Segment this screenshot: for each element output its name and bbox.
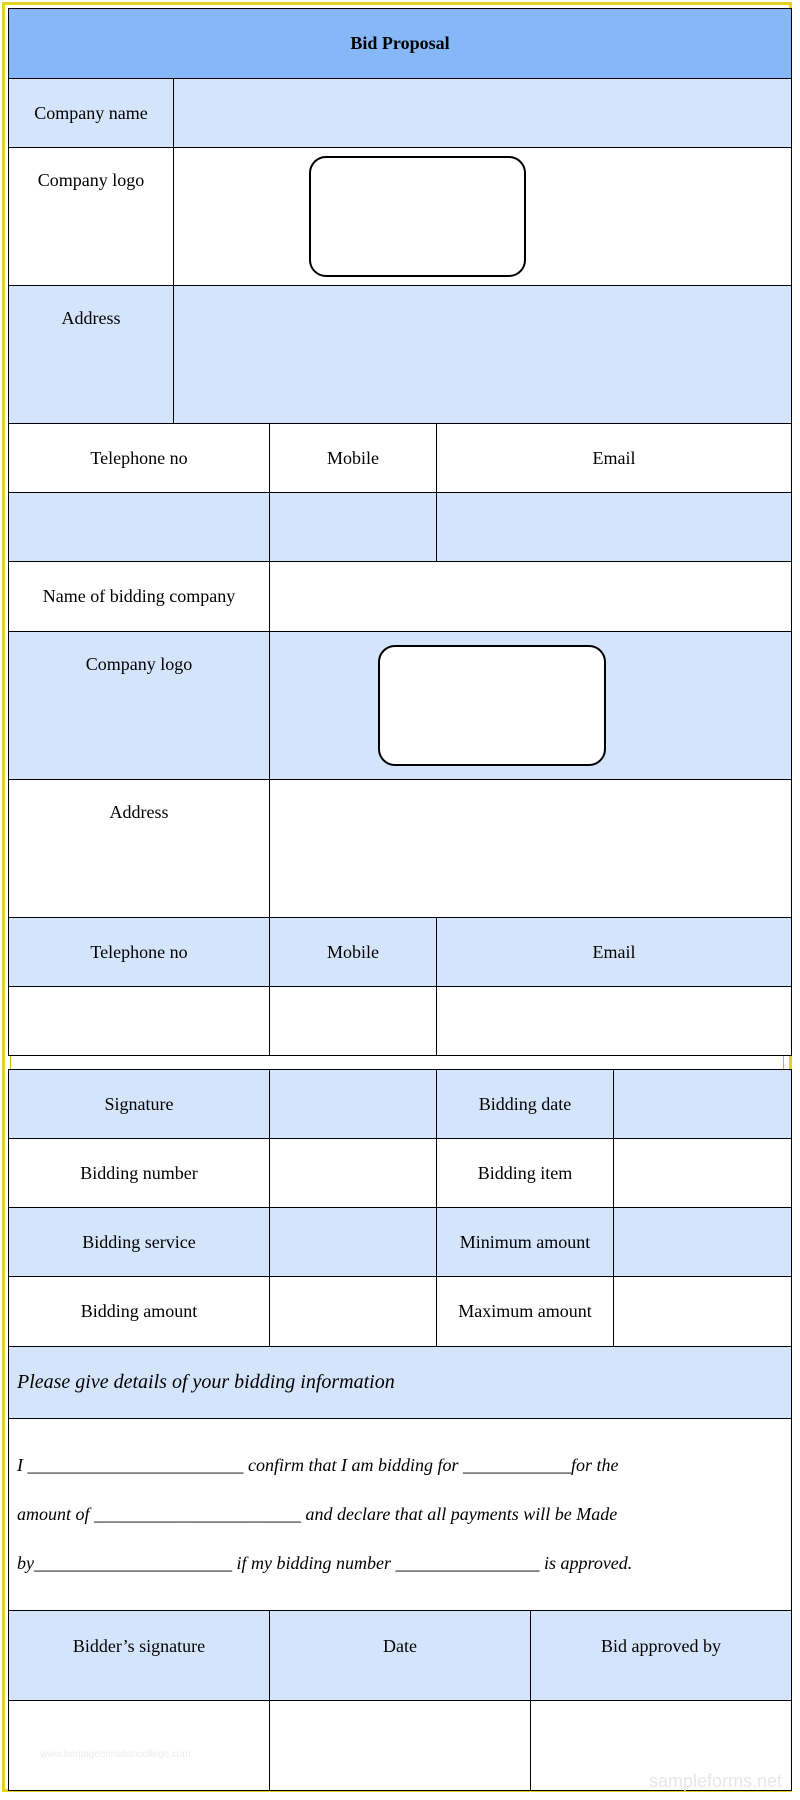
bidders-signature-label: Bidder’s signature: [9, 1611, 270, 1701]
bidding-service-label: Bidding service: [9, 1208, 270, 1277]
bidding-item-label: Bidding item: [437, 1139, 614, 1208]
declaration-line-2[interactable]: amount of _______________________ and declare that all payments will be Made: [17, 1504, 618, 1524]
mobile-label: Mobile: [270, 424, 437, 493]
watermark-small: www.heritagechristiancollege.com: [40, 1749, 191, 1760]
bidding-company-logo-field[interactable]: [270, 632, 792, 780]
bidding-mobile-field[interactable]: [270, 987, 437, 1056]
bidders-signature-field[interactable]: [9, 1701, 270, 1791]
bidding-telephone-field[interactable]: [9, 987, 270, 1056]
bidding-email-label: Email: [437, 918, 792, 987]
approval-table: [8, 1610, 792, 1791]
declaration-line-1[interactable]: I ________________________ confirm that I am bidding for ____________for the: [17, 1455, 619, 1475]
bidding-date-label: Bidding date: [437, 1070, 614, 1139]
watermark: sampleforms.net: [648, 1771, 782, 1791]
maximum-amount-label: Maximum amount: [437, 1277, 614, 1347]
date-field[interactable]: [270, 1701, 531, 1791]
company-logo-field[interactable]: [174, 148, 792, 286]
minimum-amount-field[interactable]: [614, 1208, 792, 1277]
company-logo-placeholder[interactable]: [309, 156, 526, 277]
declaration-text[interactable]: [9, 1419, 792, 1611]
bidding-item-field[interactable]: [614, 1139, 792, 1208]
company-name-label: Company name: [9, 79, 174, 148]
email-label: Email: [437, 424, 792, 493]
bidding-number-field[interactable]: [270, 1139, 437, 1208]
bidding-email-field[interactable]: [437, 987, 792, 1056]
company-logo-label: Company logo: [9, 148, 174, 286]
bidding-details-table: [8, 1069, 792, 1611]
maximum-amount-field[interactable]: [614, 1277, 792, 1347]
bidding-company-logo-label: Company logo: [9, 632, 270, 780]
bidding-address-label: Address: [9, 780, 270, 918]
email-field[interactable]: [437, 493, 792, 562]
bidding-mobile-label: Mobile: [270, 918, 437, 987]
form-title: Bid Proposal: [9, 9, 792, 79]
bidding-telephone-label: Telephone no: [9, 918, 270, 987]
telephone-label: Telephone no: [9, 424, 270, 493]
bidding-amount-label: Bidding amount: [9, 1277, 270, 1347]
date-label: Date: [270, 1611, 531, 1701]
minimum-amount-label: Minimum amount: [437, 1208, 614, 1277]
company-name-field[interactable]: [174, 79, 792, 148]
company-info-table: [8, 8, 792, 1056]
mobile-field[interactable]: [270, 493, 437, 562]
bidding-company-logo-placeholder[interactable]: [378, 645, 606, 766]
bidding-company-field[interactable]: [270, 562, 792, 632]
bidding-amount-field[interactable]: [270, 1277, 437, 1347]
bidding-service-field[interactable]: [270, 1208, 437, 1277]
signature-label: Signature: [9, 1070, 270, 1139]
bidding-number-label: Bidding number: [9, 1139, 270, 1208]
address-field[interactable]: [174, 286, 792, 424]
details-prompt: Please give details of your bidding information: [9, 1347, 792, 1419]
bidding-company-label: Name of bidding company: [9, 562, 270, 632]
bidding-date-field[interactable]: [614, 1070, 792, 1139]
telephone-field[interactable]: [9, 493, 270, 562]
bid-approved-by-label: Bid approved by: [531, 1611, 792, 1701]
signature-field[interactable]: [270, 1070, 437, 1139]
address-label: Address: [9, 286, 174, 424]
declaration-line-3[interactable]: by______________________ if my bidding number ________________ is approved.: [17, 1553, 633, 1573]
bidding-address-field[interactable]: [270, 780, 792, 918]
